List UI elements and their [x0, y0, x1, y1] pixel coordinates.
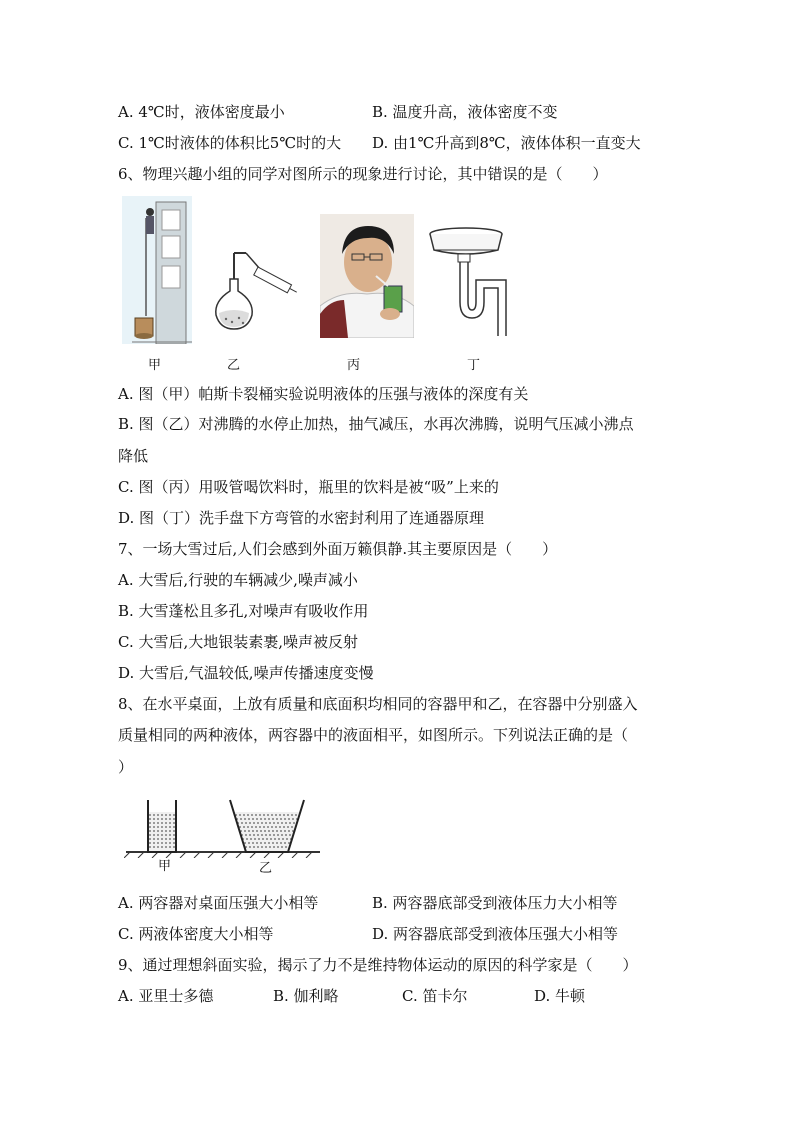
q6-option-a: A. 图（甲）帕斯卡裂桶实验说明液体的压强与液体的深度有关 — [118, 385, 529, 403]
q5-option-c: C. 1℃时液体的体积比5℃时的大 — [118, 134, 342, 152]
q8-stem-line1: 8、在水平桌面，上放有质量和底面积均相同的容器甲和乙，在容器中分别盛入 — [118, 695, 638, 713]
figure-flask-pump — [212, 245, 302, 333]
q8-stem-line2: 质量相同的两种液体，两容器中的液面相平，如图所示。下列说法正确的是（ — [118, 726, 629, 744]
figure-pascal-barrel — [122, 196, 192, 344]
q8-option-a: A. 两容器对桌面压强大小相等 — [118, 894, 319, 912]
q6-stem: 6、物理兴趣小组的同学对图所示的现象进行讨论，其中错误的是（ ） — [118, 165, 608, 183]
caption-bing: 丙 — [347, 358, 361, 373]
q5-option-b: B. 温度升高，液体密度不变 — [372, 103, 558, 121]
q8-stem-line3: ） — [118, 758, 134, 776]
q6-option-d: D. 图（丁）洗手盘下方弯管的水密封利用了连通器原理 — [118, 509, 485, 527]
q9-option-b: B. 伽利略 — [273, 987, 339, 1005]
q8-option-c: C. 两液体密度大小相等 — [118, 925, 274, 943]
q6-option-c: C. 图（丙）用吸管喝饮料时，瓶里的饮料是被“吸”上来的 — [118, 478, 499, 496]
caption-container-yi: 乙 — [259, 861, 273, 876]
figure-drinking-straw-photo — [320, 214, 414, 338]
q9-option-a: A. 亚里士多德 — [118, 987, 214, 1005]
q6-option-b-continued: 降低 — [118, 447, 149, 465]
q7-option-a: A. 大雪后,行驶的车辆减少,噪声减小 — [118, 571, 358, 589]
q8-option-b: B. 两容器底部受到液体压力大小相等 — [372, 894, 618, 912]
q6-option-b: B. 图（乙）对沸腾的水停止加热，抽气减压，水再次沸腾，说明气压减小沸点 — [118, 415, 634, 433]
figure-two-containers — [124, 798, 324, 858]
caption-jia: 甲 — [148, 358, 162, 373]
caption-container-jia: 甲 — [158, 859, 172, 874]
q5-option-a: A. 4℃时，液体密度最小 — [118, 103, 285, 121]
q9-option-d: D. 牛顿 — [534, 987, 586, 1005]
q7-option-d: D. 大雪后,气温较低,噪声传播速度变慢 — [118, 664, 374, 682]
q7-option-b: B. 大雪蓬松且多孔,对噪声有吸收作用 — [118, 602, 369, 620]
q9-option-c: C. 笛卡尔 — [402, 987, 468, 1005]
q7-stem: 7、一场大雪过后,人们会感到外面万籁俱静.其主要原因是（ ） — [118, 540, 558, 558]
q9-stem: 9、通过理想斜面实验，揭示了力不是维持物体运动的原因的科学家是（ ） — [118, 956, 638, 974]
q5-option-d: D. 由1℃升高到8℃，液体体积一直变大 — [372, 134, 641, 152]
caption-ding: 丁 — [467, 358, 481, 373]
figure-sink-u-trap — [428, 226, 510, 336]
caption-yi: 乙 — [227, 358, 241, 373]
q7-option-c: C. 大雪后,大地银装素裹,噪声被反射 — [118, 633, 359, 651]
q8-option-d: D. 两容器底部受到液体压强大小相等 — [372, 925, 619, 943]
